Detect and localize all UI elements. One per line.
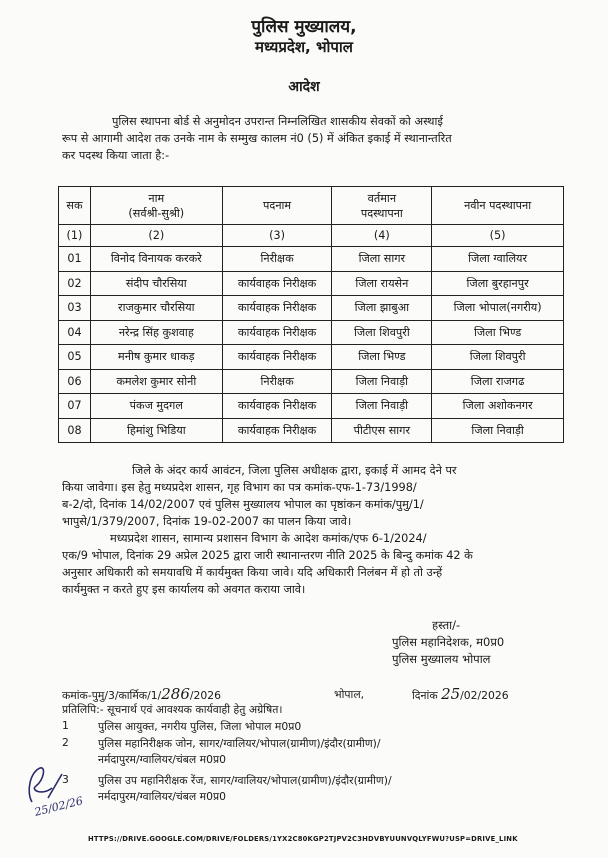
cell-current: पीटीएस सागर (332, 418, 432, 443)
cell-name: कमलेश कुमार सोनी (90, 369, 222, 394)
table-row (59, 296, 564, 321)
cell-rank: कार्यवाहक निरीक्षक (222, 271, 332, 296)
reference-hand-number: 286 (161, 685, 190, 703)
signatory-office: पुलिस मुख्यालय भोपाल (392, 652, 491, 666)
body-line-1: जिले के अंदर कार्य आवंटन, जिला पुलिस अधीक्षक द्वारा, इकाई में आमद देने पर (132, 464, 457, 477)
body-line-8: कार्यमुक्त न करते हुए इस कार्यालय को अवगत कराया जावे। (62, 583, 306, 596)
cell-current: जिला निवाड़ी (332, 394, 432, 419)
signatory-designation: पुलिस महानिदेशक, म0प्र0 (392, 635, 505, 649)
colnum-4: (4) (332, 225, 432, 247)
signed-mark: हस्ता/- (432, 618, 461, 632)
cell-new: जिला शिवपुरी (432, 345, 564, 370)
reference-number (62, 685, 221, 703)
date-rest: /02/2026 (460, 689, 509, 702)
cell-name: राजकुमार चौरसिया (90, 296, 222, 321)
copy-item-number: 1 (62, 719, 69, 732)
copy-item-line: पुलिस महानिरीक्षक जोन, सागर/ग्वालियर/भोपाल(ग्रामीण)/इंदौर(ग्रामीण)/ (98, 737, 381, 750)
cell-new: जिला राजगढ (432, 369, 564, 394)
body-line-2: किया जावेगा। इस हेतु मध्यप्रदेश शासन, गृह विभाग का पत्र कमांक-एफ-1-73/1998/ (62, 481, 417, 494)
cell-rank: निरीक्षक (222, 247, 332, 272)
cell-new: जिला निवाड़ी (432, 418, 564, 443)
header-rank: पदनाम (222, 187, 332, 225)
cell-sno: 04 (59, 320, 91, 345)
copy-item-line: पुलिस आयुक्त, नगरीय पुलिस, जिला भोपाल म0प्र0 (98, 720, 302, 733)
table-row (59, 418, 564, 443)
header-name-sub: (सर्वश्री-सुश्री) (128, 206, 185, 220)
body-line-5: मध्यप्रदेश शासन, सामान्य प्रशासन विभाग के आदेश कमांक/एफ 6-1/2024/ (110, 532, 427, 545)
handwritten-date: 25/02/26 (33, 794, 85, 819)
cell-new: जिला बुरहानपुर (432, 271, 564, 296)
cell-current: जिला सागर (332, 247, 432, 272)
body-line-3: ब-2/दो, दिनांक 14/02/2007 एवं पुलिस मुख्यालय भोपाल का पृष्ठांकन कमांक/पुमु/1/ (62, 498, 424, 511)
cell-rank: कार्यवाहक निरीक्षक (222, 320, 332, 345)
order-title: आदेश (288, 79, 320, 95)
colnum-1: (1) (59, 225, 91, 247)
body-line-7: अनुसार अधिकारी को समयावधि में कार्यमुक्त किया जावे। यदि अधिकारी निलंबन में हो तो उन्हें (62, 566, 443, 579)
office-location: मध्यप्रदेश, भोपाल (255, 38, 353, 56)
body-line-6: एक/9 भोपाल, दिनांक 29 अप्रेल 2025 द्वारा जारी स्थानान्तरण नीति 2025 के बिन्दु कमांक 42 के (62, 549, 473, 562)
cell-current: जिला रायसेन (332, 271, 432, 296)
cell-name: नरेन्द्र सिंह कुशवाह (90, 320, 222, 345)
cell-sno: 08 (59, 418, 91, 443)
reference-prefix: कमांक-पुमु/3/कार्मिक/1/ (62, 689, 162, 702)
cell-rank: निरीक्षक (222, 369, 332, 394)
header-sno: सक (59, 187, 91, 225)
table-colnum-row (59, 225, 564, 247)
cell-current: जिला भिण्ड (332, 345, 432, 370)
intro-line-3: कर पदस्थ किया जाता है:- (62, 149, 170, 162)
table-row (59, 320, 564, 345)
reference-date (412, 685, 509, 703)
cell-sno: 01 (59, 247, 91, 272)
transfer-table (58, 186, 564, 443)
cell-new: जिला अशोकनगर (432, 394, 564, 419)
cell-name: विनोद विनायक करकरे (90, 247, 222, 272)
cell-current: जिला निवाड़ी (332, 369, 432, 394)
colnum-2: (2) (90, 225, 222, 247)
date-hand-day: 25 (441, 685, 461, 703)
cell-rank: कार्यवाहक निरीक्षक (222, 394, 332, 419)
table-row (59, 247, 564, 272)
cell-new: जिला भिण्ड (432, 320, 564, 345)
copy-item-number: 2 (62, 736, 69, 749)
cell-name: पंकज मुदगल (90, 394, 222, 419)
cell-sno: 02 (59, 271, 91, 296)
copy-item-number: 3 (62, 773, 69, 786)
intro-line-1: पुलिस स्थापना बोर्ड से अनुमोदन उपरान्त निम्नलिखित शासकीय सेवकों को अस्थाई (112, 115, 443, 128)
cell-sno: 05 (59, 345, 91, 370)
colnum-3: (3) (222, 225, 332, 247)
table-row (59, 271, 564, 296)
footer-url[interactable]: HTTPS://DRIVE.GOOGLE.COM/DRIVE/FOLDERS/1YX2C80KGP2TJPV2C3HDVBYUUNVQLYFWU?USP=DRIVE_LINK (88, 835, 518, 843)
reference-year: /2026 (189, 689, 222, 702)
table-row (59, 345, 564, 370)
header-name (90, 187, 222, 225)
cell-sno: 03 (59, 296, 91, 321)
body-line-4: भापुसे/1/379/2007, दिनांक 19-02-2007 का पालन किया जावे। (62, 515, 352, 528)
cell-rank: कार्यवाहक निरीक्षक (222, 296, 332, 321)
cell-current: जिला शिवपुरी (332, 320, 432, 345)
cell-sno: 07 (59, 394, 91, 419)
copy-item-line: नर्मदापुरम/ग्वालियर/चंबल म0प्र0 (98, 790, 226, 803)
copy-item-line: पुलिस उप महानिरीक्षक रेंज, सागर/ग्वालियर/भोपाल(ग्रामीण)/इंदौर(ग्रामीण)/ (98, 774, 392, 787)
table-header-row (59, 187, 564, 225)
reference-place: भोपाल, (334, 688, 365, 701)
colnum-5: (5) (432, 225, 564, 247)
cell-rank: कार्यवाहक निरीक्षक (222, 418, 332, 443)
date-label: दिनांक (412, 689, 438, 702)
cell-name: मनीष कुमार धाकड़ (90, 345, 222, 370)
cell-new: जिला ग्वालियर (432, 247, 564, 272)
header-current-label: वर्तमान (367, 191, 397, 205)
cell-name: संदीप चौरसिया (90, 271, 222, 296)
intro-line-2: रूप से आगामी आदेश तक उनके नाम के सम्मुख कालम नं0 (5) में अंकित इकाई में स्थानान्तरित (62, 132, 452, 145)
office-name: पुलिस मुख्यालय, (251, 17, 357, 37)
cell-name: हिमांशु भिडिया (90, 418, 222, 443)
header-new-posting: नवीन पदस्थापना (432, 187, 564, 225)
table-row (59, 394, 564, 419)
header-current-sub: पदस्थापना (360, 206, 403, 220)
cell-sno: 06 (59, 369, 91, 394)
copy-heading: प्रतिलिपि:- सूचनार्थ एवं आवश्यक कार्यवाही हेतु अग्रेषित। (62, 703, 283, 716)
cell-new: जिला भोपाल(नगरीय) (432, 296, 564, 321)
table-row (59, 369, 564, 394)
header-name-label: नाम (148, 191, 165, 205)
cell-rank: कार्यवाहक निरीक्षक (222, 345, 332, 370)
header-current-posting (332, 187, 432, 225)
cell-current: जिला झाबुआ (332, 296, 432, 321)
copy-item-line: नर्मदापुरम/ग्वालियर/चंबल म0प्र0 (98, 753, 226, 766)
